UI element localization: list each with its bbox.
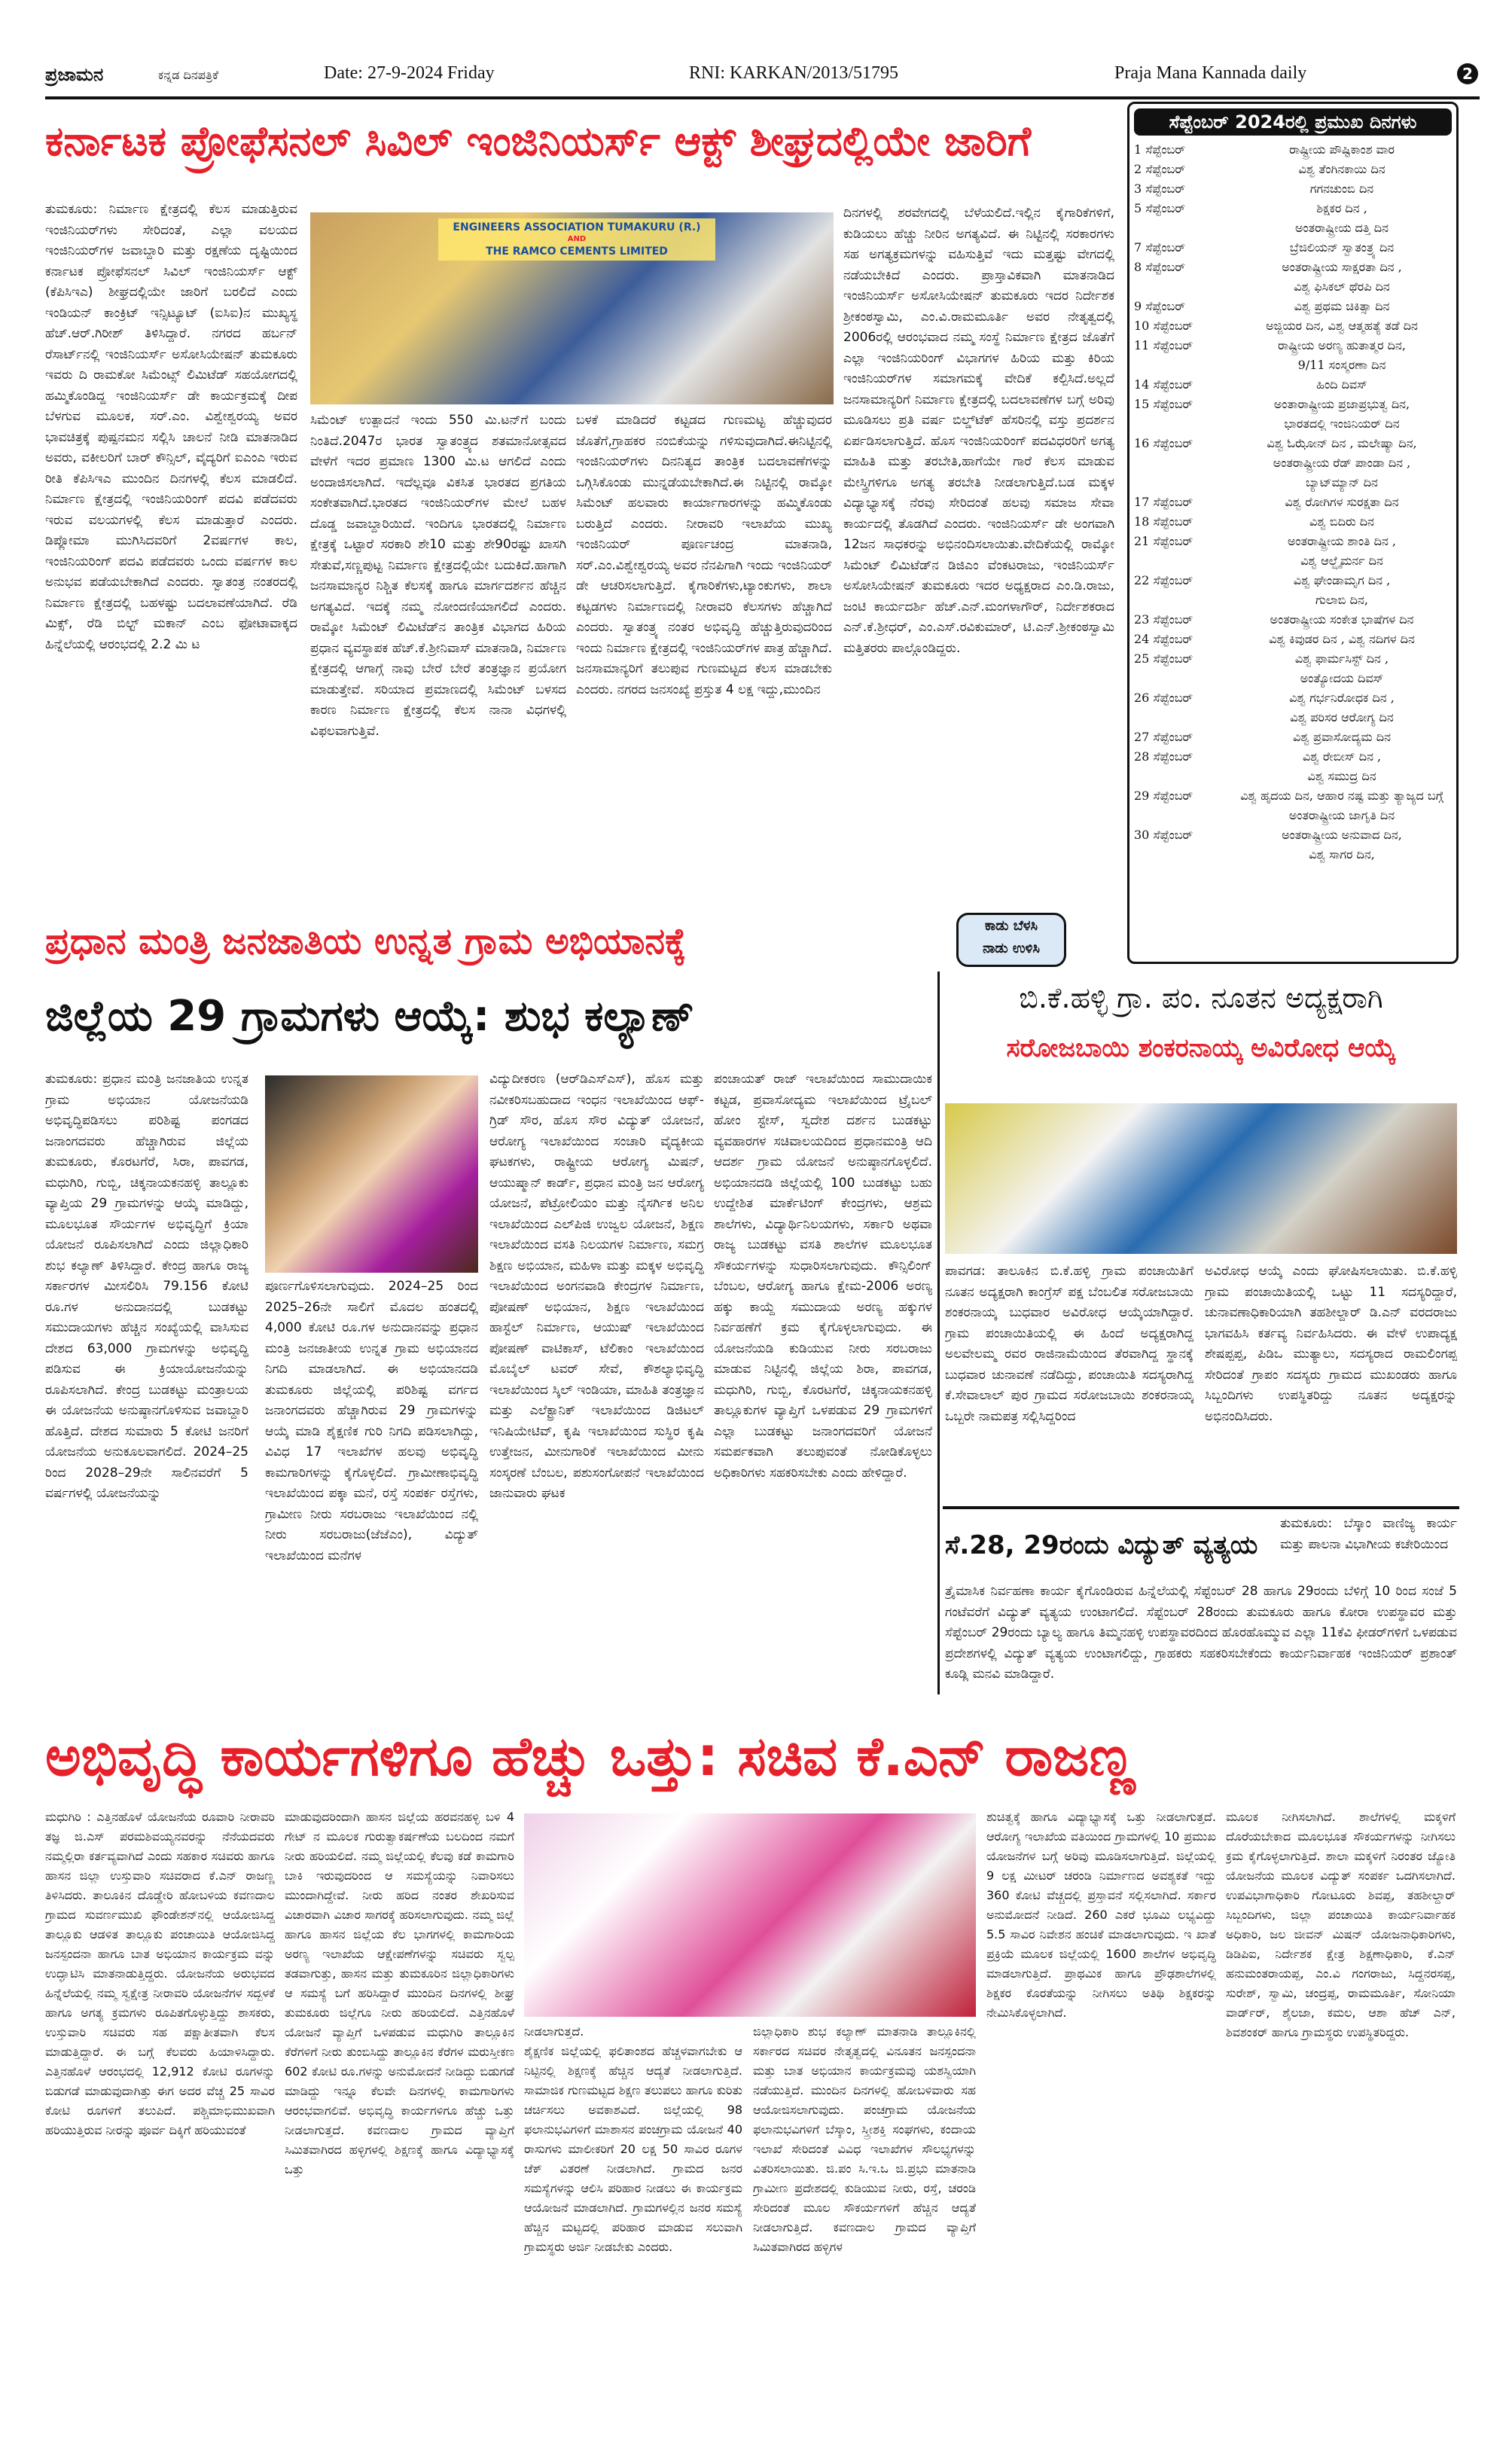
important-day-description: ವಿಶ್ವ ಸಾಗರ ದಿನ, (1309, 847, 1375, 862)
important-day-row (1134, 512, 1452, 532)
important-day-description: ವಿಶ್ವ ಘೇಂಡಾಮೃಗ ದಿನ , (1293, 573, 1391, 587)
important-day-date (1134, 355, 1232, 375)
important-day-row (1134, 336, 1452, 355)
rni-number: RNI: KARKAN/2013/51795 (689, 63, 899, 83)
important-day-row (1134, 179, 1452, 199)
important-day-date (1134, 473, 1232, 493)
story2-headline-black: ಜಿಲ್ಲೆಯ 29 ಗ್ರಾಮಗಳು ಆಯ್ಕೆ: ಶುಭ ಕಲ್ಯಾಣ್ (45, 992, 694, 1041)
important-day-row (1134, 140, 1452, 160)
story2-column-3: ವಿದ್ಯುದೀಕರಣ (ಆರ್‌ಡಿಎಸ್‌ಎಸ್), ಹೊಸ ಮತ್ತು ನವೀಕರಿಸಬಹುದಾದ ಇಂಧನ ಇಲಾಖೆಯಿಂದ ಆಫ್-ಗ್ರಿಡ್ ಸೌರ, ಹೊಸ ಸೌರ ವಿದ್ಯುತ್ ಯೋಜನೆ, ಆರೋಗ್ಯ ಇಲಾಖೆಯಿಂದ ಸಂಚಾರಿ ವೈದ್ಯಕೀಯ ಘಟಕಗಳು, ರಾಷ್ಟ್ರೀಯ ಆರೋಗ್ಯ ಮಿಷನ್, ಆಯುಷ್ಮಾನ್ ಕಾರ್ಡ್, ಪ್ರಧಾನ ಮಂತ್ರಿ ಜನ ಆರೋಗ್ಯ ಯೋಜನೆ, ಪೆಟ್ರೋಲಿಯಂ ಮತ್ತು ನೈಸರ್ಗಿಕ ಅನಿಲ ಇಲಾಖೆಯಿಂದ ಎಲ್‌ಪಿಜಿ ಉಜ್ವಲ ಯೋಜನೆ, ಶಿಕ್ಷಣ ಇಲಾಖೆಯಿಂದ ವಸತಿ ನಿಲಯಗಳ ನಿರ್ಮಾಣ, ಸಮಗ್ರ ಶಿಕ್ಷಣ ಅಭಿಯಾನ, ಮಹಿಳಾ ಮತ್ತು ಮಕ್ಕಳ ಅಭಿವೃದ್ಧಿ ಇಲಾಖೆಯಿಂದ ಅಂಗನವಾಡಿ ಕೇಂದ್ರಗಳ ನಿರ್ಮಾಣ, ಪೋಷಣ್ ಅಭಿಯಾನ, ಶಿಕ್ಷಣ ಇಲಾಖೆಯಿಂದ ಹಾಸ್ಟೆಲ್ ನಿರ್ಮಾಣ, ಆಯುಷ್ ಇಲಾಖೆಯಿಂದ ಪೋಷಣ್ ವಾಟಿಕಾಸ್, ಟೆಲಿಕಾಂ ಇಲಾಖೆಯಿಂದ ಮೊಬೈಲ್ ಟವರ್ ಸೇವೆ, ಕೌಶಲ್ಯಾಭಿವೃದ್ಧಿ ಇಲಾಖೆಯಿಂದ ಸ್ಕಿಲ್ ಇಂಡಿಯಾ, ಮಾಹಿತಿ ತಂತ್ರಜ್ಞಾನ ಮತ್ತು ಎಲೆಕ್ಟ್ರಾನಿಕ್ ಇಲಾಖೆಯಿಂದ ಡಿಜಿಟಲ್ ಇನಿಷಿಯೇಟಿವ್, ಕೃಷಿ ಇಲಾಖೆಯಿಂದ ಸುಸ್ಥಿರ ಕೃಷಿ ಉತ್ತೇಜನ, ಮೀನುಗಾರಿಕೆ ಇಲಾಖೆಯಿಂದ ಮೀನು ಸಂಸ್ಕರಣೆ ಬೆಂಬಲ, ಪಶುಸಂಗೋಪನೆ ಇಲಾಖೆಯಿಂದ ಜಾನುವಾರು ಘಟಕ (489, 1072, 704, 1501)
important-day-date: 18 ಸೆಪ್ಟೆಂಬರ್ (1134, 514, 1193, 529)
collector-portrait-photo (265, 1075, 478, 1273)
important-day-description: ಅಂತರಾಷ್ಟ್ರೀಯ ಸಂಕೇತ ಭಾಷೆಗಳ ದಿನ (1270, 612, 1414, 627)
important-day-description: ಹಿಂದಿ ದಿವಸ್ (1316, 377, 1367, 392)
important-day-description: ರಾಷ್ಟ್ರೀಯ ಅರಣ್ಯ ಹುತಾತ್ಮರ ದಿನ, (1278, 338, 1406, 352)
important-day-description: ವಿಶ್ವ ಗರ್ಭನಿರೋಧಕ ದಿನ , (1289, 691, 1395, 705)
important-day-date: 25 ಸೆಪ್ಟೆಂಬರ್ (1134, 651, 1193, 666)
important-day-row (1134, 630, 1452, 649)
page-number-badge: 2 (1457, 63, 1478, 84)
important-day-row (1134, 238, 1452, 258)
important-day-date: 14 ಸೆಪ್ಟೆಂಬರ್ (1134, 377, 1193, 392)
important-day-date (1134, 277, 1232, 297)
story5-column-5: ಶುಚಿತ್ವಕ್ಕೆ ಹಾಗೂ ವಿದ್ಯಾಭ್ಯಾಸಕ್ಕೆ ಒತ್ತು ನೀಡಲಾಗುತ್ತದೆ. ಆರೋಗ್ಯ ಇಲಾಖೆಯ ವತಿಯಿಂದ ಗ್ರಾಮಗಳಲ್ಲಿ 10 ಪ್ರಮುಖ ಯೋಜನೆಗಳ ಬಗ್ಗೆ ಅರಿವು ಮೂಡಿಸಲಾಗುತ್ತಿದೆ. ಜಿಲ್ಲೆಯಲ್ಲಿ 9 ಲಕ್ಷ ಮೀಟರ್ ಚರಂಡಿ ನಿರ್ಮಾಣದ ಅವಶ್ಯಕತೆ ಇದ್ದು 360 ಕೋಟಿ ವೆಚ್ಚದಲ್ಲಿ ಪ್ರಸ್ತಾವನೆ ಸಲ್ಲಿಸಲಾಗಿದೆ. ಸರ್ಕಾರ ಅನುಮೋದನೆ ನೀಡಿದೆ. 260 ಎಕರೆ ಭೂಮಿ ಲಭ್ಯವಿದ್ದು 5.5 ಸಾವಿರ ನಿವೇಶನ ಹಂಚಿಕೆ ಮಾಡಲಾಗುವುದು. ಇ ಖಾತೆ ಪ್ರಕ್ರಿಯೆ ಮೂಲಕ ಜಿಲ್ಲೆಯಲ್ಲಿ 1600 ಶಾಲೆಗಳ ಅಭಿವೃದ್ಧಿ ಮಾಡಲಾಗುತ್ತಿದೆ. ಪ್ರಾಥಮಿಕ ಹಾಗೂ ಪ್ರೌಢಶಾಲೆಗಳಲ್ಲಿ ಶಿಕ್ಷಕರ ಕೊರತೆಯನ್ನು ನೀಗಿಸಲು ಅತಿಥಿ ಶಿಕ್ಷಕರನ್ನು ನೇಮಿಸಿಕೊಳ್ಳಲಾಗಿದೆ. (986, 1810, 1216, 2020)
important-day-description: ಅಂತರಾಷ್ಟ್ರೀಯ ರೆಡ್ ಪಾಂಡಾ ದಿನ , (1273, 456, 1411, 470)
important-day-date (1134, 708, 1232, 727)
important-day-description: ವಿಶ್ವ ರೇಬೀಸ್ ದಿನ , (1302, 749, 1382, 764)
important-day-row (1134, 258, 1452, 277)
important-day-description: ಬ್ರೆಜಿಲಿಯನ್ ಸ್ವಾತಂತ್ರ್ಯ ದಿನ (1289, 240, 1395, 255)
important-day-date: 7 ಸೆಪ್ಟೆಂಬರ್ (1134, 240, 1186, 255)
story4-body: ತ್ರೈಮಾಸಿಕ ನಿರ್ವಹಣಾ ಕಾರ್ಯ ಕೈಗೊಂಡಿರುವ ಹಿನ್ನೆಲೆಯಲ್ಲಿ ಸೆಪ್ಟೆಂಬರ್ 28 ಹಾಗೂ 29ರಂದು ಬೆಳಿಗ್ಗೆ 10 ರಿಂದ ಸಂಜೆ 5 ಗಂಟೆವರೆಗೆ ವಿದ್ಯುತ್ ವ್ಯತ್ಯಯ ಉಂಟಾಗಲಿದೆ. ಸೆಪ್ಟೆಂಬರ್ 28ರಂದು ತುಮಕೂರು ಹಾಗೂ ಕೋರಾ ಉಪಸ್ಥಾವರ ಮತ್ತು ಸೆಪ್ಟೆಂಬರ್ 29ರಂದು ಬ್ಯಾಲ್ಯ ಹಾಗೂ ತಿಮ್ಮನಹಳ್ಳಿ ಉಪಸ್ಥಾವರದಿಂದ ಹೊರಹೊಮ್ಮುವ ಎಲ್ಲಾ 11ಕೆವಿ ಫೀಡರ್‌ಗಳಿಗೆ ಒಳಪಡುವ ಪ್ರದೇಶಗಳಲ್ಲಿ ವಿದ್ಯುತ್ ವ್ಯತ್ಯಯ ಉಂಟಾಗಲಿದ್ದು, ಗ್ರಾಹಕರು ಸಹಕರಿಸಬೇಕೆಂದು ಕಾರ್ಯನಿರ್ವಾಹಕ ಇಂಜಿನಿಯರ್ ಪ್ರಶಾಂತ್ ಕೂಡ್ಲಿ ಮನವಿ ಮಾಡಿದ್ದಾರೆ. (945, 1584, 1457, 1682)
important-day-date: 26 ಸೆಪ್ಟೆಂಬರ್ (1134, 691, 1193, 705)
important-day-row (1134, 297, 1452, 316)
important-day-description: ರಾಷ್ಟ್ರೀಯ ಪೌಷ್ಟಿಕಾಂಶ ವಾರ (1289, 142, 1395, 157)
slogan-line1: ಕಾಡು ಬೆಳಸಿ (984, 918, 1038, 934)
important-day-row (1134, 747, 1452, 767)
story5-column-3-text: ಶೈಕ್ಷಣಿಕ ಜಿಲ್ಲೆಯಲ್ಲಿ ಫಲಿತಾಂಶದ ಹೆಚ್ಚಳವಾಗಬೇಕು ಆ ನಿಟ್ಟಿನಲ್ಲಿ ಶಿಕ್ಷಣಕ್ಕೆ ಹೆಚ್ಚಿನ ಆದ್ಯತೆ ನೀಡಲಾಗುತ್ತಿದೆ. ಸಾಮಾಜಿಕ ಗುಣಮಟ್ಟದ ಶಿಕ್ಷಣ ತಲುಪಲು ಹಾಗೂ ಕುರಿತು ಚರ್ಚಿಸಲು ಅವಕಾಶವಿದೆ. ಜಿಲ್ಲೆಯಲ್ಲಿ 98 ಫಲಾನುಭವಿಗಳಿಗೆ ಮಾಶಾಸನ ಪಂಚಗ್ರಾಮ ಯೋಜನೆ 40 ರಾಸುಗಳು ಮಾಲೀಕರಿಗೆ 20 ಲಕ್ಷ 50 ಸಾವಿರ ರೂಗಳ ಚೆಕ್ ವಿತರಣೆ ನೀಡಲಾಗಿದೆ. ಗ್ರಾಮದ ಜನರ ಸಮಸ್ಯೆಗಳನ್ನು ಆಲಿಸಿ ಪರಿಹಾರ ನೀಡಲು ಈ ಕಾರ್ಯಕ್ರಮ ಆಯೋಜನೆ ಮಾಡಲಾಗಿದೆ. ಗ್ರಾಮಗಳಲ್ಲಿನ ಜನರ ಸಮಸ್ಯೆ ಹೆಚ್ಚಿನ ಮಟ್ಟದಲ್ಲಿ ಪರಿಹಾರ ಮಾಡುವ ಸಲುವಾಗಿ ಗ್ರಾಮಸ್ಥರು ಅರ್ಜಿ ನೀಡಬೇಕು ಎಂದರು. (524, 2044, 742, 2254)
important-day-row (1134, 649, 1452, 669)
column-divider (937, 971, 940, 1694)
important-day-date: 9 ಸೆಪ್ಟೆಂಬರ್ (1134, 299, 1186, 313)
section-divider (943, 1506, 1459, 1509)
story3-column-1: ಪಾವಗಡ: ತಾಲೂಕಿನ ಬಿ.ಕೆ.ಹಳ್ಳಿ ಗ್ರಾಮ ಪಂಚಾಯಿತಿಗೆ ನೂತನ ಅದ್ಯಕ್ಷರಾಗಿ ಕಾಂಗ್ರೆಸ್ ಪಕ್ಷ ಬೆಂಬಲಿತ ಸರೋಜಬಾಯಿ ಶಂಕರನಾಯ್ಕ ಬುಧವಾರ ಅವಿರೋಧ ಆಯ್ಕೆಯಾಗಿದ್ದಾರೆ. ಗ್ರಾಮ ಪಂಚಾಯಿತಿಯಲ್ಲಿ ಈ ಹಿಂದೆ ಅದ್ಯಕ್ಷರಾಗಿದ್ದ ಅಲವೇಲಮ್ಮ ರವರ ರಾಜಿನಾಮೆಯಿಂದ ತೆರವಾಗಿದ್ದ ಸ್ಥಾನಕ್ಕೆ ಬುಧವಾರ ಚುನಾವಣೆ ನಡೆದಿದ್ದು, ಪಂಚಾಯಿತಿ ಸದಸ್ಯರಾಗಿದ್ದ ಕೆ.ಸೇವಾಲಾಲ್ ಪುರ ಗ್ರಾಮದ ಸರೋಜಬಾಯಿ ಶಂಕರನಾಯ್ಕ ಒಬ್ಬರೇ ನಾಮಪತ್ರ ಸಲ್ಲಿಸಿದ್ದರಿಂದ (945, 1264, 1193, 1424)
important-day-date (1134, 590, 1232, 610)
important-day-description: ವಿಶ್ವ ಪ್ರಥಮ ಚಿಕಿತ್ಸಾ ದಿನ (1294, 299, 1390, 313)
important-day-description: ವಿಶ್ವ ಬಿದಿರು ದಿನ (1309, 514, 1374, 529)
important-day-row (1134, 708, 1452, 727)
important-day-description: 9/11 ಸಂಸ್ಮರಣಾ ದಿನ (1297, 358, 1386, 372)
important-day-description: ವಿಶ್ವ ಸಮುದ್ರ ದಿನ (1307, 769, 1376, 783)
important-day-description: ಶಿಕ್ಷಕರ ದಿನ , (1316, 201, 1367, 215)
important-day-date (1134, 551, 1232, 571)
story1-column-4: ದಿನಗಳಲ್ಲಿ ಶರವೇಗದಲ್ಲಿ ಬೆಳೆಯಲಿದೆ.ಇಲ್ಲಿನ ಕೈಗಾರಿಕೆಗಳಿಗೆ, ಕುಡಿಯಲು ಹೆಚ್ಚು ನೀರಿನ ಅಗತ್ಯವಿದೆ. ಈ ನಿಟ್ಟಿನಲ್ಲಿ ಸರಕಾರಗಳು ಸಹ ಅಗತ್ಯಕ್ರಮಗಳನ್ನು ವಹಿಸುತ್ತಿವೆ ಇದು ಮತ್ತಷ್ಟು ವೇಗದಲ್ಲಿ ನಡೆಯಬೇಕಿದೆ ಎಂದರು. ಪ್ರಾಸ್ತಾವಿಕವಾಗಿ ಮಾತನಾಡಿದ ಇಂಜಿನಿಯರ್ಸ್ ಅಸೋಸಿಯೇಷನ್ ತುಮಕೂರು ಇದರ ನಿರ್ದೇಶಕ ಶ್ರೀಕಂಠಸ್ವಾಮಿ, ಎಂ.ವಿ.ರಾಮಮೂರ್ತಿ ಅವರ ನೇತೃತ್ವದಲ್ಲಿ 2006ರಲ್ಲಿ ಆರಂಭವಾದ ನಮ್ಮ ಸಂಸ್ಥೆ ನಿರ್ಮಾಣ ಕ್ಷೇತ್ರದ ಜೊತೆಗೆ ಎಲ್ಲಾ ಇಂಜಿನಿಯರಿಂಗ್ ವಿಭಾಗಗಳ ಹಿರಿಯ ಮತ್ತು ಕಿರಿಯ ಇಂಜಿನಿಯರ್‌ಗಳ ಸಮಾಗಮಕ್ಕೆ ವೇದಿಕೆ ಕಲ್ಪಿಸಿದೆ.ಅಲ್ಲದೆ ಜನಸಾಮಾನ್ಯರಿಗೆ ನಿರ್ಮಾಣ ಕ್ಷೇತ್ರದಲ್ಲಿ ಬದಲಾವಣೆಗಳ ಬಗ್ಗೆ ಅರಿವು ಮೂಡಿಸಲು ಪ್ರತಿ ವರ್ಷ ಬಿಲ್ಡ್‌ಟೆಕ್ ಹೆಸರಿನಲ್ಲಿ ವಸ್ತು ಪ್ರದರ್ಶನ ಏರ್ಪಡಿಸಲಾಗುತ್ತಿದೆ. ಹೊಸ ಇಂಜಿನಿಯರಿಂಗ್ ಪದವಿಧರರಿಗೆ ಅಗತ್ಯ ಮಾಹಿತಿ ಮತ್ತು ತರಬೇತಿ,ಹಾಗೆಯೇ ಗಾರೆ ಕೆಲಸ ಮಾಡುವ ಮೇಸ್ತ್ರಿಗಳಿಗೂ ಅಗತ್ಯ ತರಬೇತಿ ನೀಡಲಾಗುತ್ತಿದೆ.ಬಡ ಮಕ್ಕಳ ವಿದ್ಯಾಭ್ಯಾಸಕ್ಕೆ ನೆರವು ಸೇರಿದಂತೆ ಹಲವು ಸಮಾಜ ಸೇವಾ ಕಾರ್ಯದಲ್ಲಿ ತೊಡಗಿದೆ ಎಂದರು. ಇಂಜಿನಿಯರ್ಸ್ ಡೇ ಅಂಗವಾಗಿ 12ಜನ ಸಾಧಕರನ್ನು ಅಭಿನಂದಿಸಲಾಯಿತು.ವೇದಿಕೆಯಲ್ಲಿ ರಾಮ್ಕೋ ಸಿಮೆಂಟ್ ಲಿಮಿಟೆಡ್‌ನ ಡಿಜಿಎಂ ವೆಂಕಟರಾಜು, ಇಂಜಿನಿಯರ್ಸ್ ಅಸೋಸಿಯೇಷನ್ ತುಮಕೂರು ಇದರ ಅಧ್ಯಕ್ಷರಾದ ಎಂ.ಡಿ.ರಾಜು, ಜಂಟಿ ಕಾರ್ಯದರ್ಶಿ ಹೆಚ್.ಎನ್.ಮಂಗಳಾಗೌರ್, ನಿರ್ದೇಶಕರಾದ ಎನ್.ಕೆ.ಶ್ರೀಧರ್, ಎಂ.ಎಸ್.ರವಿಕುಮಾರ್, ಟಿ.ಎನ್.ಶ್ರೀಕಂಠಸ್ವಾಮಿ ಮತ್ತಿತರರು ಪಾಲ್ಗೊಂಡಿದ್ದರು. (843, 206, 1114, 656)
important-day-row (1134, 767, 1452, 786)
important-day-date (1134, 669, 1232, 688)
important-day-date (1134, 767, 1232, 786)
important-day-date: 24 ಸೆಪ್ಟೆಂಬರ್ (1134, 632, 1193, 646)
important-day-row (1134, 395, 1452, 414)
newspaper-logo: ಪ್ರಜಾಮನ (45, 63, 104, 85)
important-day-row (1134, 473, 1452, 493)
important-day-date (1134, 218, 1232, 238)
important-day-row (1134, 434, 1452, 453)
important-day-row (1134, 453, 1452, 473)
important-day-row (1134, 786, 1452, 825)
important-day-row (1134, 493, 1452, 512)
important-day-row (1134, 688, 1452, 708)
important-day-description: ಅಂತರಾಷ್ಟ್ರೀಯ ಶಾಂತಿ ದಿನ , (1287, 534, 1397, 548)
slogan-line2: ನಾಡು ಉಳಿಸಿ (983, 941, 1040, 956)
story1-headline: ಕರ್ನಾಟಕ ಪ್ರೋಫೆಸನಲ್ ಸಿವಿಲ್ ಇಂಜಿನಿಯರ್ಸ್ ಆಕ್ಟ್ ಶೀಘ್ರದಲ್ಲಿಯೇ ಜಾರಿಗೆ (45, 117, 1032, 165)
important-day-date: 28 ಸೆಪ್ಟೆಂಬರ್ (1134, 749, 1193, 764)
story5-photo-caption: ನೀಡಲಾಗುತ್ತದೆ. (524, 2024, 584, 2039)
story5-column-6: ಮೂಲಕ ನೀಗಿಸಲಾಗಿದೆ. ಶಾಲೆಗಳಲ್ಲಿ ಮಕ್ಕಳಿಗೆ ದೊರೆಯಬೇಕಾದ ಮೂಲಭೂತ ಸೌಕರ್ಯಗಳನ್ನು ನೀಗಿಸಲು ಕ್ರಮ ಕೈಗೊಳ್ಳಲಾಗುತ್ತಿದೆ. ಶಾಲಾ ಮಕ್ಕಳಿಗೆ ನಿರಂತರ ಜ್ಯೋತಿ ಯೋಜನೆಯ ಮೂಲಕ ವಿದ್ಯುತ್ ಸಂಪರ್ಕ ಒದಗಿಸಲಾಗಿದೆ. ಉಪವಿಭಾಗಾಧಿಕಾರಿ ಗೋಟೂರು ಶಿವಪ್ಪ, ತಹಶೀಲ್ದಾರ್ ಸಿಬ್ಬಂದಿಗಳು, ಜಿಲ್ಲಾ ಪಂಚಾಯಿತಿ ಕಾರ್ಯನಿರ್ವಾಹಕ ಅಧಿಕಾರಿ, ಜಲ ಜೀವನ್ ಮಿಷನ್ ಯೋಜನಾಧಿಕಾರಿಗಳು, ಡಿಡಿಪಿಐ, ನಿರ್ದೇಶಕ ಕ್ಷೇತ್ರ ಶಿಕ್ಷಣಾಧಿಕಾರಿ, ಕೆ.ಎನ್ ಹನುಮಂತರಾಯಪ್ಪ, ಎಂ.ವಿ ಗಂಗರಾಜು, ಸಿದ್ದನರಸಪ್ಪ, ಸುರೇಶ್, ಸ್ವಾಮಿ, ಚಂದ್ರಪ್ಪ, ರಾಮಮೂರ್ತಿ, ಸೋನಿಯಾ ವಾರ್ಡ್‌ರ್, ಶೈಲಜಾ, ಕಮಲ, ಆಶಾ ಹೆಚ್ ಎನ್, ಶಿವಶಂಕರ್ ಹಾಗೂ ಗ್ರಾಮಸ್ಥರು ಉಪಸ್ಥಿತರಿದ್ದರು. (1226, 1810, 1456, 2039)
important-day-description: ಅಂತ್ಯೋದಯ ದಿವಸ್ (1300, 671, 1384, 685)
important-day-row (1134, 727, 1452, 747)
important-day-date: 23 ಸೆಪ್ಟೆಂಬರ್ (1134, 612, 1193, 627)
important-day-date: 15 ಸೆಪ್ಟೆಂಬರ್ (1134, 397, 1193, 411)
important-day-date: 3 ಸೆಪ್ಟೆಂಬರ್ (1134, 181, 1186, 196)
important-day-row (1134, 532, 1452, 551)
story2-headline-red: ಪ್ರಧಾನ ಮಂತ್ರಿ ಜನಜಾತಿಯ ಉನ್ನತ ಗ್ರಾಮ ಅಭಿಯಾನಕ್ಕೆ (45, 920, 687, 962)
story4-headline: ಸೆ.28, 29ರಂದು ವಿದ್ಯುತ್ ವ್ಯತ್ಯಯ (945, 1530, 1258, 1560)
important-days-box (1127, 102, 1459, 964)
important-day-date (1134, 845, 1232, 865)
important-day-row (1134, 355, 1452, 375)
important-day-row (1134, 669, 1452, 688)
important-day-date (1134, 414, 1232, 434)
newspaper-subtitle: ಕನ್ನಡ ದಿನಪತ್ರಿಕೆ (158, 68, 219, 82)
important-day-date: 22 ಸೆಪ್ಟೆಂಬರ್ (1134, 573, 1193, 587)
story5-headline: ಅಭಿವೃದ್ಧಿ ಕಾರ್ಯಗಳಿಗೂ ಹೆಚ್ಚು ಒತ್ತು: ಸಚಿವ ಕೆ.ಎನ್ ರಾಜಣ್ಣ (45, 1725, 1136, 1788)
story2-column-4: ಪಂಚಾಯತ್ ರಾಜ್ ಇಲಾಖೆಯಿಂದ ಸಾಮುದಾಯಿಕ ಕಟ್ಟಡ, ಪ್ರವಾಸೋದ್ಯಮ ಇಲಾಖೆಯಿಂದ ಟ್ರೈಬಲ್ ಹೋಂ ಸ್ಟೇಸ್, ಸ್ವದೇಶ ದರ್ಶನ ಬುಡಕಟ್ಟು ವ್ಯವಹಾರಗಳ ಸಚಿವಾಲಯದಿಂದ ಪ್ರಧಾನಮಂತ್ರಿ ಆದಿ ಆದರ್ಶ ಗ್ರಾಮ ಯೋಜನೆ ಅನುಷ್ಠಾನಗೊಳ್ಳಲಿದೆ. ಅಭಿಯಾನದಡಿ ಜಿಲ್ಲೆಯಲ್ಲಿ 100 ಬುಡಕಟ್ಟು ಬಹು ಉದ್ದೇಶಿತ ಮಾರ್ಕೆಟಿಂಗ್ ಕೇಂದ್ರಗಳು, ಆಶ್ರಮ ಶಾಲೆಗಳು, ವಿದ್ಯಾರ್ಥಿನಿಲಯಗಳು, ಸರ್ಕಾರಿ ಅಥವಾ ರಾಜ್ಯ ಬುಡಕಟ್ಟು ವಸತಿ ಶಾಲೆಗಳ ಮೂಲಭೂತ ಸೌಕರ್ಯಗಳನ್ನು ಸುಧಾರಿಸಲಾಗುವುದು. ಕೌನ್ಸಿಲಿಂಗ್ ಬೆಂಬಲ, ಆರೋಗ್ಯ ಹಾಗೂ ಕ್ಷೇಮ-2006 ಅರಣ್ಯ ಹಕ್ಕು ಕಾಯ್ದೆ ಸಮುದಾಯ ಅರಣ್ಯ ಹಕ್ಕುಗಳ ನಿರ್ವಹಣೆಗೆ ಕ್ರಮ ಕೈಗೊಳ್ಳಲಾಗುವುದು. ಈ ಯೋಜನೆಯಡಿ ಕುಡಿಯುವ ನೀರು ಸರಬರಾಜು ಮಾಡುವ ನಿಟ್ಟಿನಲ್ಲಿ ಜಿಲ್ಲೆಯ ಶಿರಾ, ಪಾವಗಡ, ಮಧುಗಿರಿ, ಗುಬ್ಬಿ, ಕೊರಟಗೆರೆ, ಚಿಕ್ಕನಾಯಕನಹಳ್ಳಿ ತಾಲ್ಲೂಕುಗಳ ವ್ಯಾಪ್ತಿಗೆ ಒಳಪಡುವ 29 ಗ್ರಾಮಗಳಿಗೆ ಎಲ್ಲಾ ಬುಡಕಟ್ಟು ಜನಾಂಗದವರಿಗೆ ಯೋಜನೆ ಸಮರ್ಪಕವಾಗಿ ತಲುಪುವಂತೆ ನೋಡಿಕೊಳ್ಳಲು ಅಧಿಕಾರಿಗಳು ಸಹಕರಿಸಬೇಕು ಎಂದು ಹೇಳಿದ್ದಾರೆ. (714, 1072, 932, 1481)
important-day-row (1134, 551, 1452, 571)
important-day-description: ವಿಶ್ವ ಫಾರ್ಮಸಿಸ್ಟ್ ದಿನ , (1294, 651, 1389, 666)
important-day-row (1134, 160, 1452, 179)
important-days-list (1134, 140, 1452, 865)
important-day-row (1134, 414, 1452, 434)
important-day-description: ವಿಶ್ವ ಪರಿಸರ ಆರೋಗ್ಯ ದಿನ (1290, 710, 1394, 724)
important-day-description: ಅಂತರಾಷ್ಟ್ರೀಯ ಅನುವಾದ ದಿನ, (1282, 828, 1402, 842)
story5-column-1: ಮಧುಗಿರಿ : ಎತ್ತಿನಹೊಳೆ ಯೋಜನೆಯ ರೂವಾರಿ ನೀರಾವರಿ ತಜ್ಞ ಜಿ.ಎಸ್ ಪರಮಶಿವಯ್ಯನವರನ್ನು ನೆನೆಯದವರು ನಮ್ಮಲ್ಲಿರಾ ಕರ್ತವ್ಯವಾಗಿದೆ ಎಂದು ಸಹಕಾರ ಸಚಿವರು ಹಾಗೂ ಹಾಸನ ಜಿಲ್ಲಾ ಉಸ್ತುವಾರಿ ಸಚಿವರಾದ ಕೆ.ಎನ್ ರಾಜಣ್ಣ ತಿಳಿಸಿದರು. ತಾಲೂಕಿನ ದೊಡ್ಡೇರಿ ಹೋಬಳಿಯ ಕವಣದಾಲ ಗ್ರಾಮದ ಸುವರ್ಣಮುಖಿ ಫೌಂಡೇಶನ್‌ನಲ್ಲಿ ಆಯೋಜಿಸಿದ್ದ ತಾಲ್ಲೂಕು ಆಡಳಿತ ತಾಲ್ಲೂಕು ಪಂಚಾಯಿತಿ ಆಯೋಜಿಸಿದ್ದ ಜನಸ್ಪಂದನಾ ಹಾಗೂ ಬಾತ ಅಭಿಯಾನ ಕಾರ್ಯಕ್ರಮ ವನ್ನು ಉದ್ಘಾಟಿಸಿ ಮಾತನಾಡುತ್ತಿದ್ದರು. ಯೋಜನೆಯ ಅರುಭವದ ಹಿನ್ನೆಲೆಯಲ್ಲಿ ನಮ್ಮ ಸ್ವಕ್ಷೇತ್ರ ನೀರಾವರಿ ಯೋಜನೆಗಳ ಸದ್ಬಳಕೆ ಹಾಗೂ ಅಗತ್ಯ ಕ್ರಮಗಳು ರೂಪಿತಗೊಳ್ಳುತ್ತಿದ್ದು ಶಾಸಕರು, ಉಸ್ತುವಾರಿ ಸಚಿವರು ಸಹ ಪಕ್ಷಾತೀತವಾಗಿ ಕೆಲಸ ಮಾಡುತ್ತಿದ್ದಾರೆ. ಈ ಬಗ್ಗೆ ಕೆಲವರು ಹಿಯಾಳಿಸಿದ್ದಾರು. ಎತ್ತಿನಹೊಳೆ ಆರಂಭದಲ್ಲಿ 12,912 ಕೋಟಿ ರೂಗಳನ್ನು ಬಿಡುಗಡೆ ಮಾಡುವುದಾಗಿತ್ತು ಈಗ ಅದರ ವೆಚ್ಚ 25 ಸಾವಿರ ಕೋಟಿ ರೂಗಳಿಗೆ ತಲುಪಿದೆ. ಪಶ್ಚಿಮಾಭಿಮುಖವಾಗಿ ಹರಿಯುತ್ತಿರುವ ನೀರನ್ನು ಪೂರ್ವ ದಿಕ್ಕಿಗೆ ಹರಿಯುವಂತೆ (45, 1810, 275, 2137)
important-day-description: ಬ್ಯಾಟ್‌ಮ್ಯಾನ್ ದಿನ (1306, 475, 1378, 490)
issue-date: Date: 27-9-2024 Friday (324, 63, 495, 83)
important-day-date: 29 ಸೆಪ್ಟೆಂಬರ್ (1134, 788, 1193, 803)
important-day-row (1134, 610, 1452, 630)
story5-column-2: ಮಾಡುವುದರಿಂದಾಗಿ ಹಾಸನ ಜಿಲ್ಲೆಯ ಹರವನಹಳ್ಳಿ ಬಳಿ 4 ಗೇಟ್ ನ ಮೂಲಕ ಗುರುತ್ವಾಕರ್ಷಣೆಯ ಬಲದಿಂದ ನಮಗೆ ನೀರು ಹರಿಯಲಿದೆ. ನಮ್ಮ ಜಿಲ್ಲೆಯಲ್ಲಿ ಕೆಲವು ಕಡೆ ಕಾಮಗಾರಿ ಬಾಕಿ ಇರುವುದರಿಂದ ಆ ಸಮಸ್ಯೆಯನ್ನು ನಿವಾರಿಸಲು ಮುಂದಾಗಿದ್ದೇವೆ. ನೀರು ಹರಿದ ನಂತರ ಶೇಖರಿಸುವ ವಿಚಾರವಾಗಿ ವಿಚಾರ ಸಾಗರಕ್ಕೆ ಹರಿಸಲಾಗುವುದು. ನಮ್ಮ ಜಿಲ್ಲೆ ಹಾಗೂ ಹಾಸನ ಜಿಲ್ಲೆಯ ಕೆಲ ಭಾಗಗಳಲ್ಲಿ ಕಾಮಗಾರಿಯ ಅರಣ್ಯ ಇಲಾಖೆಯ ಆಕ್ಷೇಪಣೆಗಳನ್ನು ಸಚಿವರು ಸ್ವಲ್ಪ ತಡವಾಗುತ್ತು, ಹಾಸನ ಮತ್ತು ತುಮಕೂರಿನ ಜಿಲ್ಲಾಧಿಕಾರಿಗಳು ಆ ಸಮಸ್ಯೆ ಬಗೆ ಹರಿಸಿದ್ದಾರೆ ಮುಂದಿನ ದಿನಗಳಲ್ಲಿ ಶೀಘ್ರ ತುಮಕೂರು ಜಿಲ್ಲೆಗೂ ನೀರು ಹರಿಯಲಿದೆ. ಎತ್ತಿನಹೊಳೆ ಯೋಜನೆ ವ್ಯಾಪ್ತಿಗೆ ಒಳಪಡುವ ಮಧುಗಿರಿ ತಾಲ್ಲೂಕಿನ ಕೆರೆಗಳಿಗೆ ನೀರು ತುಂಬಿಸಿದ್ದು ತಾಲ್ಲೂಕಿನ ಕೆರೆಗಳ ಮರುಸ್ತೀಕಣ 602 ಕೋಟಿ ರೂ.ಗಳನ್ನು ಅನುಮೋದನೆ ನೀಡಿದ್ದು ಬಿಡುಗಡೆ ಮಾಡಿದ್ದು ಇನ್ನೂ ಕೆಲವೇ ದಿನಗಳಲ್ಲಿ ಕಾಮಗಾರಿಗಳು ಆರಂಭವಾಗಲಿವೆ. ಅಭಿವೃದ್ಧಿ ಕಾರ್ಯಗಳಿಗೂ ಹೆಚ್ಚು ಒತ್ತು ನೀಡಲಾಗುತ್ತದೆ. ಕವಣದಾಲ ಗ್ರಾಮದ ವ್ಯಾಪ್ತಿಗೆ ಸಿಮಿತವಾಗಿರದ ಹಳ್ಳಿಗಳಲ್ಲಿ ಶಿಕ್ಷಣಕ್ಕೆ ಹಾಗೂ ವಿದ್ಯಾಭ್ಯಾಸಕ್ಕೆ ಒತ್ತು (285, 1810, 514, 2176)
important-day-description: ವಿಶ್ವ ಹೃದಯ ದಿನ, ಆಹಾರ ನಷ್ಟ ಮತ್ತು ತ್ಯಾಜ್ಯದ ಬಗ್ಗೆ ಅಂತರಾಷ್ಟ್ರೀಯ ಜಾಗೃತಿ ದಿನ (1240, 788, 1443, 822)
story1-photo (310, 212, 834, 404)
important-days-title: ಸೆಪ್ಟೆಂಬರ್ 2024ರಲ್ಲಿ ಪ್ರಮುಖ ದಿನಗಳು (1134, 108, 1452, 136)
paper-name: Praja Mana Kannada daily (1114, 63, 1307, 83)
important-day-date: 5 ಸೆಪ್ಟೆಂಬರ್ (1134, 201, 1186, 215)
masthead (45, 60, 1480, 99)
story5-column-4: ಜಿಲ್ಲಾಧಿಕಾರಿ ಶುಭ ಕಲ್ಯಾಣ್ ಮಾತನಾಡಿ ತಾಲ್ಲೂಕಿನಲ್ಲಿ ಸರ್ಕಾರದ ಸಚಿವರ ನೇತೃತ್ವದಲ್ಲಿ ವಿನೂತನ ಜನಸ್ಪಂದನಾ ಮತ್ತು ಬಾತ ಅಭಿಯಾನ ಕಾರ್ಯಕ್ರಮವು ಯಶಸ್ವಿಯಾಗಿ ನಡೆಯುತ್ತಿದೆ. ಮುಂದಿನ ದಿನಗಳಲ್ಲಿ ಹೋಬಳಿವಾರು ಸಹ ಆಯೋಜಿಸಲಾಗುವುದು. ಪಂಚಗ್ರಾಮ ಯೋಜನೆಯ ಫಲಾನುಭವಿಗಳಿಗೆ ಬೆಸ್ಕಾಂ, ಸ್ತ್ರೀಶಕ್ತಿ ಸಂಘಗಳು, ಕಂದಾಯ ಇಲಾಖೆ ಸೇರಿದಂತೆ ವಿವಿಧ ಇಲಾಖೆಗಳ ಸೌಲಭ್ಯಗಳನ್ನು ವಿತರಿಸಲಾಯಿತು. ಜಿ.ಪಂ ಸಿ.ಇ.ಒ ಜಿ.ಪ್ರಭು ಮಾತನಾಡಿ ಗ್ರಾಮೀಣ ಪ್ರದೇಶದಲ್ಲಿ ಕುಡಿಯುವ ನೀರು, ರಸ್ತೆ, ಚರಂಡಿ ಸೇರಿದಂತೆ ಮೂಲ ಸೌಕರ್ಯಗಳಿಗೆ ಹೆಚ್ಚಿನ ಆದ್ಯತೆ ನೀಡಲಾಗುತ್ತಿದೆ. ಕವಣದಾಲ ಗ್ರಾಮದ ವ್ಯಾಪ್ತಿಗೆ ಸಿಮಿತವಾಗಿರದ ಹಳ್ಳಿಗಳ (753, 2024, 976, 2254)
important-day-row (1134, 845, 1452, 865)
important-day-description: ಅಂತರಾಷ್ಟ್ರೀಯ ಸಾಕ್ಷರತಾ ದಿನ , (1282, 260, 1402, 274)
story3-column-2: ಅವಿರೋಧ ಆಯ್ಕೆ ಎಂದು ಘೋಷಿಸಲಾಯಿತು. ಬಿ.ಕೆ.ಹಳ್ಳಿ ಗ್ರಾಮ ಪಂಚಾಯಿತಿಯಲ್ಲಿ ಒಟ್ಟು 11 ಸದಸ್ಯರಿದ್ದಾರೆ, ಚುನಾವಣಾಧಿಕಾರಿಯಾಗಿ ತಹಶೀಲ್ದಾರ್ ಡಿ.ಎನ್ ವರದರಾಜು ಭಾಗವಹಿಸಿ ಕರ್ತವ್ಯ ನಿರ್ವಹಿಸಿದರು. ಈ ವೇಳೆ ಉಪಾದ್ಯಕ್ಷ ಶೇಷಪ್ಪಪ್ಪ, ಪಿಡಿಒ ಮುತ್ಯಾಲು, ಸದಸ್ಯರಾದ ರಾಮಲಿಂಗಪ್ಪ ಸೇರಿದಂತೆ ಗ್ರಾಪಂ ಸದಸ್ಯರು ಗ್ರಾಮದ ಮುಖಂಡರು ಹಾಗೂ ಸಿಬ್ಬಂದಿಗಳು ಉಪಸ್ಥಿತರಿದ್ದು ನೂತನ ಅದ್ಯಕ್ಷರನ್ನು ಅಭಿನಂದಿಸಿದರು. (1205, 1264, 1457, 1424)
story2-column-2: ಪೂರ್ಣಗೊಳಿಸಲಾಗುವುದು. 2024–25 ರಿಂದ 2025–26ನೇ ಸಾಲಿಗೆ ಮೊದಲ ಹಂತದಲ್ಲಿ 4,000 ಕೋಟಿ ರೂ.ಗಳ ಅನುದಾನವನ್ನು ಪ್ರಧಾನ ಮಂತ್ರಿ ಜನಜಾತೀಯ ಉನ್ನತ ಗ್ರಾಮ ಅಭಿಯಾನದ ನಿಗದಿ ಮಾಡಲಾಗಿದೆ. ಈ ಅಭಿಯಾನದಡಿ ತುಮಕೂರು ಜಿಲ್ಲೆಯಲ್ಲಿ ಪರಿಶಿಷ್ಟ ವರ್ಗದ ಜನಾಂಗದವರು ಹೆಚ್ಚಾಗಿರುವ 29 ಗ್ರಾಮಗಳನ್ನು ಆಯ್ಕೆ ಮಾಡಿ ಶೈಕ್ಷಣಿಕ ಗುರಿ ನಿಗದಿ ಪಡಿಸಲಾಗಿದ್ದು, ವಿವಿಧ 17 ಇಲಾಖೆಗಳ ಹಲವು ಅಭಿವೃದ್ಧಿ ಕಾಮಗಾರಿಗಳನ್ನು ಕೈಗೊಳ್ಳಲಿದೆ. ಗ್ರಾಮೀಣಾಭಿವೃದ್ಧಿ ಇಲಾಖೆಯಿಂದ ಪಕ್ಕಾ ಮನೆ, ರಸ್ತೆ ಸಂಪರ್ಕ ರಸ್ತೆಗಳು, ಗ್ರಾಮೀಣ ನೀರು ಸರಬರಾಜು ಇಲಾಖೆಯಿಂದ ನಲ್ಲಿ ನೀರು ಸರಬರಾಜು(ಜೆಜೆಎಂ), ವಿದ್ಯುತ್ ಇಲಾಖೆಯಿಂದ ಮನೆಗಳ (265, 1279, 478, 1563)
important-day-date: 2 ಸೆಪ್ಟೆಂಬರ್ (1134, 162, 1186, 176)
important-day-row (1134, 218, 1452, 238)
story3-headline-red: ಸರೋಜಬಾಯಿ ಶಂಕರನಾಯ್ಕ ಅವಿರೋಧ ಆಯ್ಕೆ (1006, 1033, 1396, 1063)
important-day-row (1134, 590, 1452, 610)
important-day-description: ಗಗನಚುಂಬಿ ದಿನ (1309, 181, 1374, 196)
story5-photo (524, 1813, 976, 2017)
important-day-date: 1 ಸೆಪ್ಟೆಂಬರ್ (1134, 142, 1186, 157)
important-day-row (1134, 571, 1452, 590)
important-day-date: 8 ಸೆಪ್ಟೆಂಬರ್ (1134, 260, 1186, 274)
important-day-description: ವಿಶ್ವ ಆಲ್ಝೈಮರ್ನ ದಿನ (1300, 554, 1383, 568)
important-day-row (1134, 199, 1452, 218)
story4-intro: ತುಮಕೂರು: ಬೆಸ್ಕಾಂ ವಾಣಿಜ್ಯ ಕಾರ್ಯ ಮತ್ತು ಪಾಲನಾ ವಿಭಾಗೀಯ ಕಚೇರಿಯಿಂದ (1280, 1516, 1457, 1552)
story5-column-3 (524, 2022, 742, 2410)
important-day-date: 11 ಸೆಪ್ಟೆಂಬರ್ (1134, 338, 1193, 352)
important-day-date: 21 ಸೆಪ್ಟೆಂಬರ್ (1134, 534, 1193, 548)
important-day-date: 27 ಸೆಪ್ಟೆಂಬರ್ (1134, 730, 1193, 744)
story3-headline-black: ಬಿ.ಕೆ.ಹಳ್ಳಿ ಗ್ರಾ. ಪಂ. ನೂತನ ಅದ್ಯಕ್ಷರಾಗಿ (1019, 981, 1383, 1014)
important-day-description: ವಿಶ್ವ ಓಝೋನ್ ದಿನ , ಮಲೇಷ್ಯಾ ದಿನ, (1267, 436, 1417, 450)
story2-column-1: ತುಮಕೂರು: ಪ್ರಧಾನ ಮಂತ್ರಿ ಜನಜಾತಿಯ ಉನ್ನತ ಗ್ರಾಮ ಅಭಿಯಾನ ಯೋಜನೆಯಡಿ ಅಭಿವೃದ್ಧಿಪಡಿಸಲು ಪರಿಶಿಷ್ಟ ಪಂಗಡದ ಜನಾಂಗದವರು ಹೆಚ್ಚಾಗಿರುವ ಜಿಲ್ಲೆಯ ತುಮಕೂರು, ಕೊರಟಗೆರೆ, ಸಿರಾ, ಪಾವಗಡ, ಮಧುಗಿರಿ, ಗುಬ್ಬಿ, ಚಿಕ್ಕನಾಯಕನಹಳ್ಳಿ ತಾಲ್ಲೂಕು ವ್ಯಾಪ್ತಿಯ 29 ಗ್ರಾಮಗಳನ್ನು ಆಯ್ಕೆ ಮಾಡಿದ್ದು, ಮೂಲಭೂತ ಸೌರ್ಯಗಳ ಅಭಿವೃದ್ಧಿಗೆ ಕ್ರಿಯಾ ಯೋಜನೆ ರೂಪಿಸಲಾಗಿದೆ ಎಂದು ಜಿಲ್ಲಾಧಿಕಾರಿ ಶುಭ ಕಲ್ಯಾಣ್ ತಿಳಿಸಿದ್ದಾರೆ. ಕೇಂದ್ರ ಹಾಗೂ ರಾಜ್ಯ ಸರ್ಕಾರಗಳ ಮೀಸಲಿರಿಸಿ 79.156 ಕೋಟಿ ರೂ.ಗಳ ಅನುದಾನದಲ್ಲಿ ಬುಡಕಟ್ಟು ಸಮುದಾಯಗಳು ಹೆಚ್ಚಿನ ಸಂಖ್ಯೆಯಲ್ಲಿ ವಾಸಿಸುವ ದೇಶದ 63,000 ಗ್ರಾಮಗಳನ್ನು ಅಭಿವೃದ್ಧಿ ಪಡಿಸುವ ಈ ಕ್ರಿಯಾಯೋಜನೆಯನ್ನು ರೂಪಿಸಲಾಗಿದೆ. ಕೇಂದ್ರ ಬುಡಕಟ್ಟು ಮಂತ್ರಾಲಯ ಈ ಯೋಜನೆಯ ಅನುಷ್ಠಾನಗೊಳಿಸುವ ಜವಾಬ್ದಾರಿ ಹೊತ್ತಿದೆ. ದೇಶದ ಸುಮಾರು 5 ಕೋಟಿ ಜನರಿಗೆ ಯೋಜನೆಯ ಅನುಕೂಲವಾಗಲಿದೆ. 2024–25 ರಿಂದ 2028–29ನೇ ಸಾಲಿನವರೆಗೆ 5 ವರ್ಷಗಳಲ್ಲಿ ಯೋಜನೆಯನ್ನು (45, 1072, 248, 1501)
important-day-description: ವಿಶ್ವ ರೋಗಿಗಳ ಸುರಕ್ಷತಾ ದಿನ (1285, 495, 1399, 509)
important-day-date (1134, 453, 1232, 473)
important-day-description: ಭಾರತದಲ್ಲಿ ಇಂಜಿನಿಯರ್ ದಿನ (1284, 416, 1400, 431)
important-day-description: ವಿಶ್ವ ಫಿಸಿಕಲ್ ಥೆರಪಿ ದಿನ (1294, 279, 1390, 294)
story1-column-1: ತುಮಕೂರು: ನಿರ್ಮಾಣ ಕ್ಷೇತ್ರದಲ್ಲಿ ಕೆಲಸ ಮಾಡುತ್ತಿರುವ ಇಂಜಿನಿಯರ್‌ಗಳು ಸೇರಿದಂತೆ, ಎಲ್ಲಾ ವಲಯದ ಇಂಜಿನಿಯರ್‌ಗಳ ಜವಾಬ್ದಾರಿ ಮತ್ತು ರಕ್ಷಣೆಯ ದೃಷ್ಟಿಯಿಂದ ಕರ್ನಾಟಕ ಪ್ರೋಫೆಸನಲ್ ಸಿವಿಲ್ ಇಂಜಿನಿಯರ್ಸ್ ಆಕ್ಟ್ (ಕೆಪಿಸಿಇಎ) ಶೀಘ್ರದಲ್ಲಿಯೇ ಜಾರಿಗೆ ಬರಲಿದೆ ಎಂದು ಇಂಡಿಯನ್ ಕಾಂಕ್ರಿಟ್ ಇನ್ಸಿಟ್ಯೂಟ್ (ಐಸಿಐ)ನ ಮುಖ್ಯಸ್ಥ ಹೆಚ್.ಆರ್.ಗಿರೀಶ್ ತಿಳಿಸಿದ್ದಾರೆ. ನಗರದ ಹರ್ಬನ್ ರೆಸಾರ್ಟ್‌ನಲ್ಲಿ ಇಂಜಿನಿಯರ್ಸ್ ಅಸೋಸಿಯೇಷನ್ ತುಮಕೂರು ಇವರು ದಿ ರಾಮಕೋ ಸಿಮೆಂಟ್ಸ್ ಲಿಮಿಟೆಡ್ ಸಹಯೋಗದಲ್ಲಿ ಹಮ್ಮಿಕೊಂಡಿದ್ದ ಇಂಜಿನಿಯರ್ಸ್ ಡೇ ಕಾರ್ಯಕ್ರಮಕ್ಕೆ ದೀಪ ಬೆಳಗುವ ಮೂಲಕ, ಸರ್.ಎಂ. ವಿಶ್ವೇಶ್ವರಯ್ಯ ಅವರ ಭಾವಚಿತ್ರಕ್ಕೆ ಪುಷ್ಪನಮನ ಸಲ್ಲಿಸಿ ಚಾಲನೆ ನೀಡಿ ಮಾತನಾಡಿದ ಅವರು, ವಕೀಲರಿಗೆ ಬಾರ್ ಕೌನ್ಸಿಲ್, ವೈದ್ಯರಿಗೆ ಐಎಂಎ ಇರುವ ರೀತಿ ಕೆಪಿಸಿಇಎ ಮುಂದಿನ ದಿನಗಳಲ್ಲಿ ಕೆಲಸ ಮಾಡಲಿದೆ. ನಿರ್ಮಾಣ ಕ್ಷೇತ್ರದಲ್ಲಿ ಇಂಜಿನಿಯರಿಂಗ್ ಪದವಿ ಪಡೆದವರು ಇರುವ ವಲಯಗಳಲ್ಲಿ ಕೆಲಸ ಮಾಡುತ್ತಾರೆ ಎಂದರು. ಡಿಪ್ಲೋಮಾ ಮುಗಿಸಿದವರಿಗೆ 2ವರ್ಷಗಳ ಕಾಲ, ಇಂಜಿನಿಯರಿಂಗ್ ಪದವಿ ಪಡೆದವರು ಒಂದು ವರ್ಷಗಳ ಕಾಲ ಅನುಭವ ಪಡೆಯಬೇಕಾಗಿದೆ ಎಂದರು. ಸ್ವಾತಂತ್ರ ನಂತರದಲ್ಲಿ ನಿರ್ಮಾಣ ಕ್ಷೇತ್ರದಲ್ಲಿ ಬಹಳಷ್ಟು ಬದಲಾವಣೆಯಾಗಿದೆ. ರೆಡಿ ಮಿಕ್ಸ್, ರೆಡಿ ಬಿಲ್ಟ್ ಮಕಾನ್ ಎಂಬ ಫೋಟಾವಾಕ್ಕದ ಹಿನ್ನೆಲೆಯಲ್ಲಿ ಆರಂಭದಲ್ಲಿ 2.2 ಮಿ ಟ (45, 202, 297, 652)
important-day-description: ವಿಶ್ವ ಪ್ರವಾಸೋದ್ಯಮ ದಿನ (1293, 730, 1391, 744)
photo-banner-line3: THE RAMCO CEMENTS LIMITED (486, 246, 668, 258)
important-day-date: 30 ಸೆಪ್ಟೆಂಬರ್ (1134, 828, 1193, 842)
important-day-date: 10 ಸೆಪ್ಟೆಂಬರ್ (1134, 319, 1193, 333)
slogan-box (956, 913, 1066, 967)
photo-banner-line1: ENGINEERS ASSOCIATION TUMAKURU (R.) (453, 221, 701, 233)
photo-banner-line2: AND (567, 235, 587, 243)
important-day-row (1134, 825, 1452, 845)
story3-photo (945, 1103, 1457, 1254)
important-day-description: ಅಂತರಾಷ್ಟ್ರೀಯ ದತ್ತಿ ದಿನ (1294, 221, 1389, 235)
important-day-date: 16 ಸೆಪ್ಟೆಂಬರ್ (1134, 436, 1193, 450)
important-day-row (1134, 316, 1452, 336)
story1-column-3: ಬಳಕೆ ಮಾಡಿದರೆ ಕಟ್ಟಡದ ಗುಣಮಟ್ಟ ಹೆಚ್ಚುವುದರ ಜೊತೆಗೆ,ಗ್ರಾಹಕರ ನಂಬಿಕೆಯನ್ನು ಗಳಿಸುವುದಾಗಿದೆ.ಈನಿಟ್ಟಿನಲ್ಲಿ ಇಂಜಿನಿಯರ್‌ಗಳು ದಿನನಿತ್ಯದ ತಾಂತ್ರಿಕ ಬದಲಾವಣೆಗಳನ್ನು ಒಗ್ಗಿಸಿಕೊಂಡು ಮುನ್ನಡೆಯಬೇಕಾಗಿದೆ.ಈ ನಿಟ್ಟಿನಲ್ಲಿ ರಾಮ್ಕೋ ಸಿಮೆಂಟ್ ಹಲವಾರು ಕಾರ್ಯಾಗಾರಗಳನ್ನು ಹಮ್ಮಿಕೊಂಡು ಬರುತ್ತಿದೆ ಎಂದರು. ನೀರಾವರಿ ಇಲಾಖೆಯ ಮುಖ್ಯ ಇಂಜಿನಿಯರ್ ಪೂರ್ಣಚಂದ್ರ ಮಾತನಾಡಿ, ಸರ್.ಎಂ.ವಿಶ್ವೇಶ್ವರಯ್ಯ ಅವರ ನೆನಪಿಗಾಗಿ ಇಂದು ಇಂಜಿನಿಯರ್ ಡೇ ಆಚರಿಸಲಾಗುತ್ತಿದೆ. ಕೈಗಾರಿಕೆಗಳು,ಟ್ಯಾಂಕುಗಳು, ಶಾಲಾ ಕಟ್ಟಡಗಳು ನಿರ್ಮಾಣದಲ್ಲಿ ನೀರಾವರಿ ಕೆಲಸಗಳು ಹೆಚ್ಚಾಗಿದೆ ಎಂದರು. ಸ್ವಾತಂತ್ರ್ಯ ನಂತರ ಅಭಿವೃದ್ಧಿ ಹೆಚ್ಚುತ್ತಿರುವುದರಿಂದ ಇಂದು ನಿರ್ಮಾಣ ಕ್ಷೇತ್ರದಲ್ಲಿ ಇಂಜಿನಿಯರ್‌ಗಳ ಪಾತ್ರ ಹೆಚ್ಚಾಗಿದೆ. ಜನಸಾಮಾನ್ಯರಿಗೆ ತಲುಪುವ ಗುಣಮಟ್ಟದ ಕೆಲಸ ಮಾಡಬೇಕು ಎಂದರು. ನಗರದ ಜನಸಂಖ್ಯೆ ಪ್ರಸ್ತುತ 4 ಲಕ್ಷ ಇದ್ದು,ಮುಂದಿನ (576, 413, 832, 697)
important-day-date: 17 ಸೆಪ್ಟೆಂಬರ್ (1134, 495, 1193, 509)
important-day-description: ಗುಲಾಬಿ ದಿನ, (1315, 593, 1368, 607)
important-day-description: ವಿಶ್ವ ತೆಂಗಿನಕಾಯಿ ದಿನ (1298, 162, 1385, 176)
important-day-description: ವಿಶ್ವ ಕಿವುಡರ ದಿನ , ವಿಶ್ವ ನದಿಗಳ ದಿನ (1269, 632, 1415, 646)
important-day-description: ಅಂತಾರಾಷ್ಟ್ರೀಯ ಪ್ರಜಾಪ್ರಭುತ್ವ ದಿನ, (1273, 397, 1410, 411)
story1-column-2: ಸಿಮೆಂಟ್ ಉತ್ಪಾದನೆ ಇಂದು 550 ಮಿ.ಟನ್‌ಗೆ ಬಂದು ನಿಂತಿದೆ.2047ರ ಭಾರತ ಸ್ವಾತಂತ್ರ್ಯದ ಶತಮಾನೋತ್ಸವದ ವೇಳೆಗೆ ಇದರ ಪ್ರಮಾಣ 1300 ಮಿ.ಟ ಆಗಲಿದೆ ಎಂದು ಅಂದಾಜಿಸಲಾಗಿದೆ. ಇದೆಲ್ಲವೂ ವಿಕಸಿತ ಭಾರತದ ಪ್ರಗತಿಯ ಸಂಕೇತವಾಗಿದೆ.ಭಾರತದ ಇಂಜಿನಿಯರ್‌ಗಳ ಮೇಲೆ ಬಹಳ ದೊಡ್ಡ ಜವಾಬ್ದಾರಿಯಿದೆ. ಇಂದಿಗೂ ಭಾರತದಲ್ಲಿ ನಿರ್ಮಾಣ ಕ್ಷೇತ್ರಕ್ಕೆ ಒಟ್ಟಾರೆ ಸರಕಾರಿ ಶೇ10 ಮತ್ತು ಶೇ90ರಷ್ಟು ಖಾಸಗಿ ಸೇತುವೆ,ಸಣ್ಣಪುಟ್ಟ ನಿರ್ಮಾಣ ಕ್ಷೇತ್ರದಲ್ಲಿಯೇ ಬದುಕಿದೆ.ಹಾಗಾಗಿ ಜನಸಾಮಾನ್ಯರ ನಿಶ್ಚಿತ ಕೆಲಸಕ್ಕೆ ಹಾಗೂ ಮಾರ್ಗದರ್ಶನ ಹೆಚ್ಚಿನ ಅಗತ್ಯವಿದೆ. ಇದಕ್ಕೆ ನಮ್ಮ ನೋಂದಣಿಯಾಗಲಿದೆ ಎಂದರು. ರಾಮ್ಕೋ ಸಿಮೆಂಟ್ ಲಿಮಿಟೆಡ್‌ನ ತಾಂತ್ರಿಕ ವಿಭಾಗದ ಹಿರಿಯ ಪ್ರಧಾನ ವ್ಯವಸ್ಥಾಪಕ ಹೆಚ್.ಕೆ.ಶ್ರೀನಿವಾಸ್ ಮಾತನಾಡಿ, ನಿರ್ಮಾಣ ಕ್ಷೇತ್ರದಲ್ಲಿ ಆಗಾಗ್ಗೆ ನಾವು ಬೇರೆ ಬೇರೆ ತಂತ್ರಜ್ಞಾನ ಪ್ರಯೋಗ ಮಾಡುತ್ತೇವೆ. ಸರಿಯಾದ ಪ್ರಮಾಣದಲ್ಲಿ ಸಿಮೆಂಟ್ ಬಳಸದ ಕಾರಣ ನಿರ್ಮಾಣ ಕ್ಷೇತ್ರದಲ್ಲಿ ಕೆಲಸ ನಾನಾ ವಿಧಗಳಲ್ಲಿ ವಿಫಲವಾಗುತ್ತಿವೆ. (310, 413, 566, 739)
important-day-row (1134, 277, 1452, 297)
important-day-description: ಅಜ್ಜಿಯರ ದಿನ, ವಿಶ್ವ ಆತ್ಮಹತ್ಯೆ ತಡೆ ದಿನ (1266, 319, 1418, 333)
important-day-row (1134, 375, 1452, 395)
